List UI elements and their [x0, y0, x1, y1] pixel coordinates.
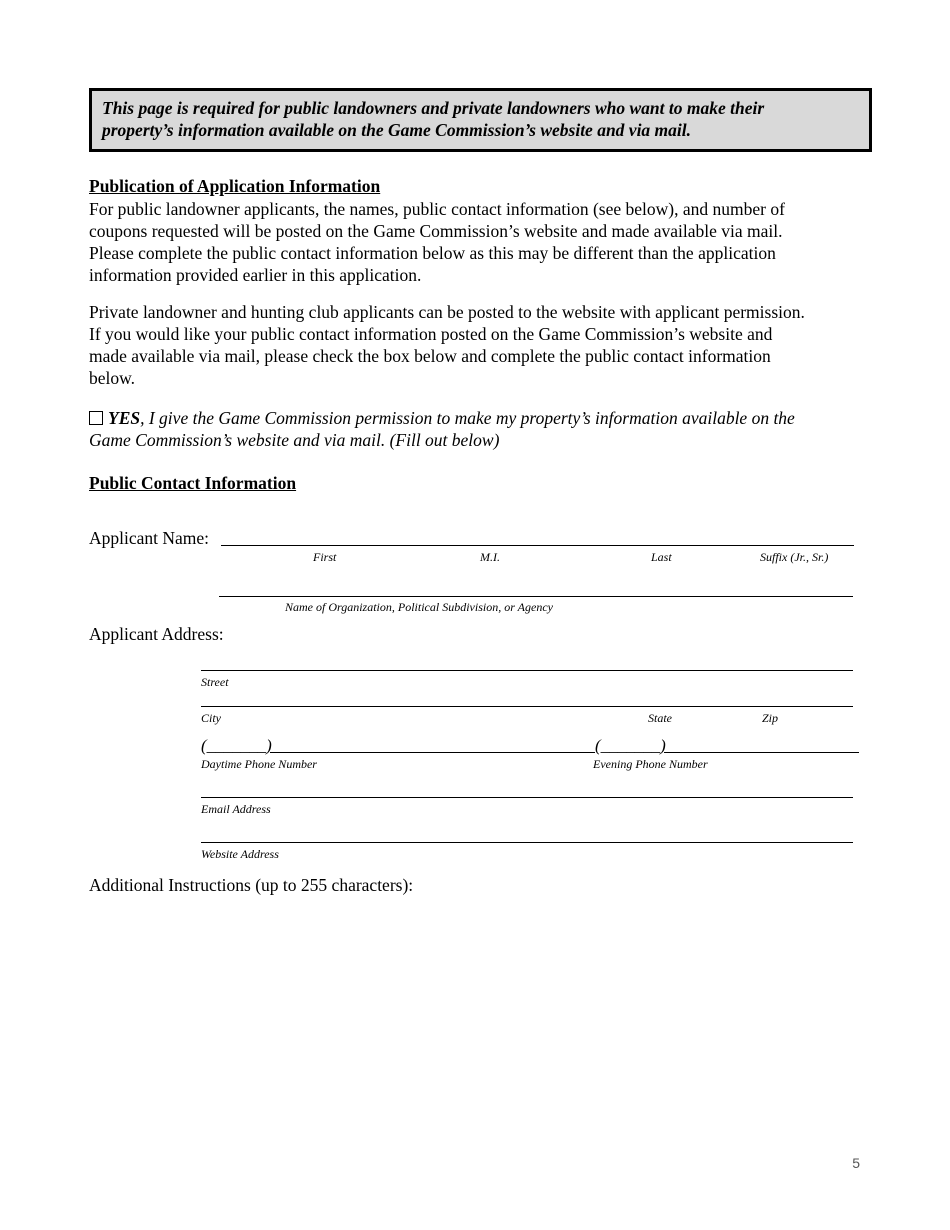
consent-line-1 [89, 407, 859, 429]
permission-checkbox[interactable] [89, 411, 103, 425]
organization-caption: Name of Organization, Political Subdivision, or Agency [285, 600, 553, 614]
daytime-phone-field[interactable] [270, 752, 595, 753]
evening-phone-caption: Evening Phone Number [593, 757, 708, 771]
applicant-name-field[interactable] [221, 545, 854, 546]
additional-instructions-label: Additional Instructions (up to 255 characters): [89, 875, 414, 895]
last-name-caption: Last [651, 550, 672, 564]
paragraph-1-line: For public landowner applicants, the names, public contact information (see below), and number of [89, 199, 785, 219]
daytime-phone-caption: Daytime Phone Number [201, 757, 317, 771]
page-number: 5 [852, 1155, 860, 1171]
email-caption: Email Address [201, 802, 271, 816]
zip-caption: Zip [762, 711, 779, 725]
daytime-area-code[interactable]: (_______) [201, 736, 272, 755]
consent-yes: YES [108, 408, 141, 428]
consent-statement [89, 407, 859, 451]
street-caption: Street [201, 675, 229, 689]
website-field[interactable] [201, 842, 853, 843]
street-field[interactable] [201, 670, 853, 671]
state-caption: State [648, 711, 672, 725]
middle-initial-caption: M.I. [480, 550, 500, 564]
city-caption: City [201, 711, 221, 725]
paragraph-1-line: information provided earlier in this application. [89, 265, 422, 285]
consent-line-2: Game Commission’s website and via mail. (Fill out below) [89, 430, 500, 450]
first-name-caption: First [313, 550, 337, 564]
applicant-address-label: Applicant Address: [89, 624, 224, 644]
publication-heading: Publication of Application Information [89, 176, 381, 196]
evening-area-code[interactable]: (_______) [595, 736, 666, 755]
suffix-caption: Suffix (Jr., Sr.) [760, 550, 829, 564]
email-field[interactable] [201, 797, 853, 798]
contact-heading: Public Contact Information [89, 473, 297, 493]
website-caption: Website Address [201, 847, 279, 861]
paragraph-2-line: Private landowner and hunting club applicants can be posted to the website with applicant permission. [89, 302, 805, 322]
paragraph-2-line: made available via mail, please check the box below and complete the public contact information [89, 346, 771, 366]
paragraph-1-line: coupons requested will be posted on the Game Commission’s website and made available via mail. [89, 221, 783, 241]
paragraph-2-line: If you would like your public contact information posted on the Game Commission’s website and [89, 324, 773, 344]
notice-box [89, 88, 872, 152]
paragraph-1-line: Please complete the public contact information below as this may be different than the application [89, 243, 776, 263]
city-state-zip-field[interactable] [201, 706, 853, 707]
publication-paragraph-2 [89, 301, 859, 389]
paragraph-2-line: below. [89, 368, 136, 388]
organization-field[interactable] [219, 596, 853, 597]
notice-line-1: This page is required for public landowners and private landowners who want to make their [102, 98, 765, 118]
notice-line-2: property’s information available on the Game Commission’s website and via mail. [102, 120, 692, 140]
applicant-name-label: Applicant Name: [89, 528, 210, 548]
evening-phone-field[interactable] [664, 752, 859, 753]
publication-paragraph-1 [89, 198, 859, 286]
consent-text: , I give the Game Commission permission to make my property’s information available on the [140, 408, 795, 428]
